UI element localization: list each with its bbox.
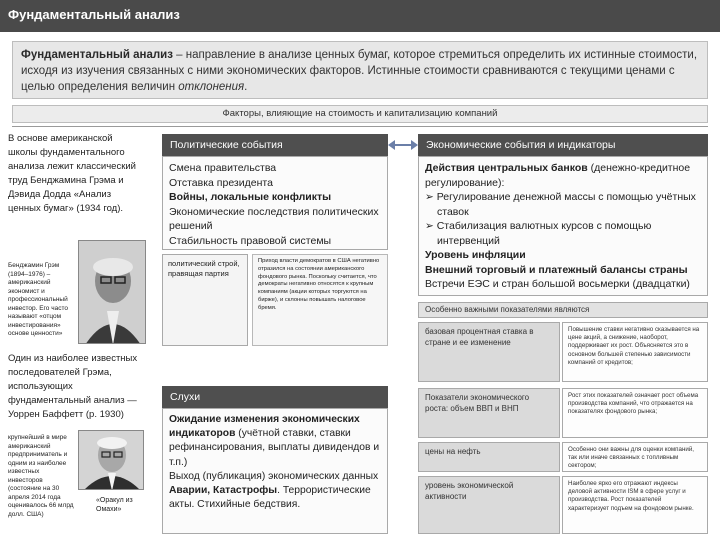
indicator-desc: Повышение ставки негативно сказывается на цене акций, а снижение, наоборот, поддерживает их рост. Объясняется это в основном большей степенью зависимости компаний от кредитов; <box>562 322 708 382</box>
indicator-desc: Особенно они важны для оценки компаний, так или иначе связанных с топливным сектором; <box>562 442 708 472</box>
economic-header: Экономические события и индикаторы <box>418 134 708 156</box>
definition-italic: отклонения <box>178 81 245 93</box>
factors-title: Факторы, влияющие на стоимость и капитализацию компаний <box>12 105 708 123</box>
political-item: Отставка президента <box>169 176 273 189</box>
indicators-header: Особенно важными показателями являются <box>418 302 708 318</box>
indicator-name: базовая процентная ставка в стране и ее изменение <box>418 322 560 382</box>
definition-text: Фундаментальный анализ – направление в анализе ценных бумаг, которое стремиться определить их истинные стоимости, исходя из изучения связанных с ними экономических факторов. Истинные стоимости сравниваются с текущими ценами с целью определения величин отклонения. <box>21 49 698 93</box>
nickname: «Оракул из Омахи» <box>96 497 133 513</box>
graham-photo <box>78 240 146 344</box>
portrait-icon <box>79 241 146 344</box>
definition-body: – направление в анализе ценных бумаг, которое стремиться определить их истинные стоимости, исходя из изучения связанных с ними экономических факторов. Истинные стоимости сравниваются с текущими ценами с целью определения величин <box>21 49 698 93</box>
left-column <box>6 130 146 540</box>
rumors-header: Слухи <box>162 386 388 408</box>
political-panel <box>162 156 388 250</box>
economic-bullets <box>425 190 703 248</box>
political-example: Приход власти демократов в США негативно отразился на состоянии американского фондового рынка. Поскольку считается, что демократы негативно относятся к крупным компаниям (акции которых торгуются на бирже), и склонны повышать налоговое бремя. <box>252 254 388 346</box>
bullet-item: ➢ Регулирование денежной массы с помощью учётных ставок <box>425 191 696 218</box>
buffett-caption: крупнейший в мире американский предприниматель и одним из наиболее известных инвесторов (состояние на 30 апреля 2014 года оценивалось 66 млрд долл. США) <box>8 434 74 518</box>
economic-text: Действия центральных банков (денежно-кредитное регулирование): ➢ Регулирование денежной массы с помощью учётных ставок ➢ Стабилизация валютных курсов с помощью интервенций Уровень инфляции Внешний торговый и платежный балансы страны Встречи ЕЭС и стран большой восьмерки (двадцатки) <box>425 161 703 292</box>
indicator-name: цены на нефть <box>418 442 560 472</box>
political-item: Экономические последствия политических решений <box>169 205 379 232</box>
divider <box>12 126 708 127</box>
political-regime-box: политический строй, правящая партия <box>162 254 248 346</box>
inflation-line: Уровень инфляции <box>425 249 526 261</box>
political-item: Смена правительства <box>169 162 277 174</box>
political-item: Войны, локальные конфликты <box>169 191 332 203</box>
meetings-line: Встречи ЕЭС и стран большой восьмерки (двадцатки) <box>425 278 690 290</box>
intro-text: В основе американской школы фундаментального анализа лежит классический труд Бенджамина Грэма и Дэвида Додда «Анализ ценных бумаг» (1934 год). <box>8 133 136 214</box>
bullet-item: ➢ Стабилизация валютных курсов с помощью интервенций <box>425 220 652 247</box>
economic-panel <box>418 156 708 296</box>
political-item: Стабильность правовой системы <box>169 234 332 247</box>
definition-term: Фундаментальный анализ <box>21 49 173 61</box>
indicator-desc: Рост этих показателей означает рост объема производства компаний, что отражается на показателях фондового рынка; <box>562 388 708 438</box>
title-bar <box>0 0 720 32</box>
rumors-text: Ожидание изменения экономических индикаторов (учётной ставки, ставки рефинансирования, выплаты дивидендов и т.п.) Выход (публикация) экономических данных Аварии, Катастрофы. Террористические акты. Стихийные бедствия. <box>169 414 380 511</box>
indicator-desc: Наиболее ярко его отражают индексы деловой активности ISM в сфере услуг и производства. Рост показателей характеризует подъем на фондовом рынке. <box>562 476 708 534</box>
buffett-intro: Один из наиболее известных последователей Грэма, использующих фундаментальный анализ — Уоррен Баффетт (р. 1930) <box>8 353 138 420</box>
definition-box <box>12 41 708 99</box>
graham-caption: Бенджамин Грэм (1894–1976) – американский экономист и профессиональный инвестор. Его часто называют «отцом инвестирования» основе ценности» <box>8 262 68 337</box>
double-arrow-icon <box>388 138 418 152</box>
indicator-name: Показатели экономического роста: объем ВВП и ВНП <box>418 388 560 438</box>
rumors-panel <box>162 408 388 534</box>
buffett-photo <box>78 430 144 490</box>
indicator-name: уровень экономической активности <box>418 476 560 534</box>
trade-line: Внешний торговый и платежный балансы страны <box>425 263 688 276</box>
political-header: Политические события <box>162 134 388 156</box>
political-list <box>169 161 383 248</box>
portrait-icon <box>79 431 144 490</box>
page-title: Фундаментальный анализ <box>8 7 180 22</box>
